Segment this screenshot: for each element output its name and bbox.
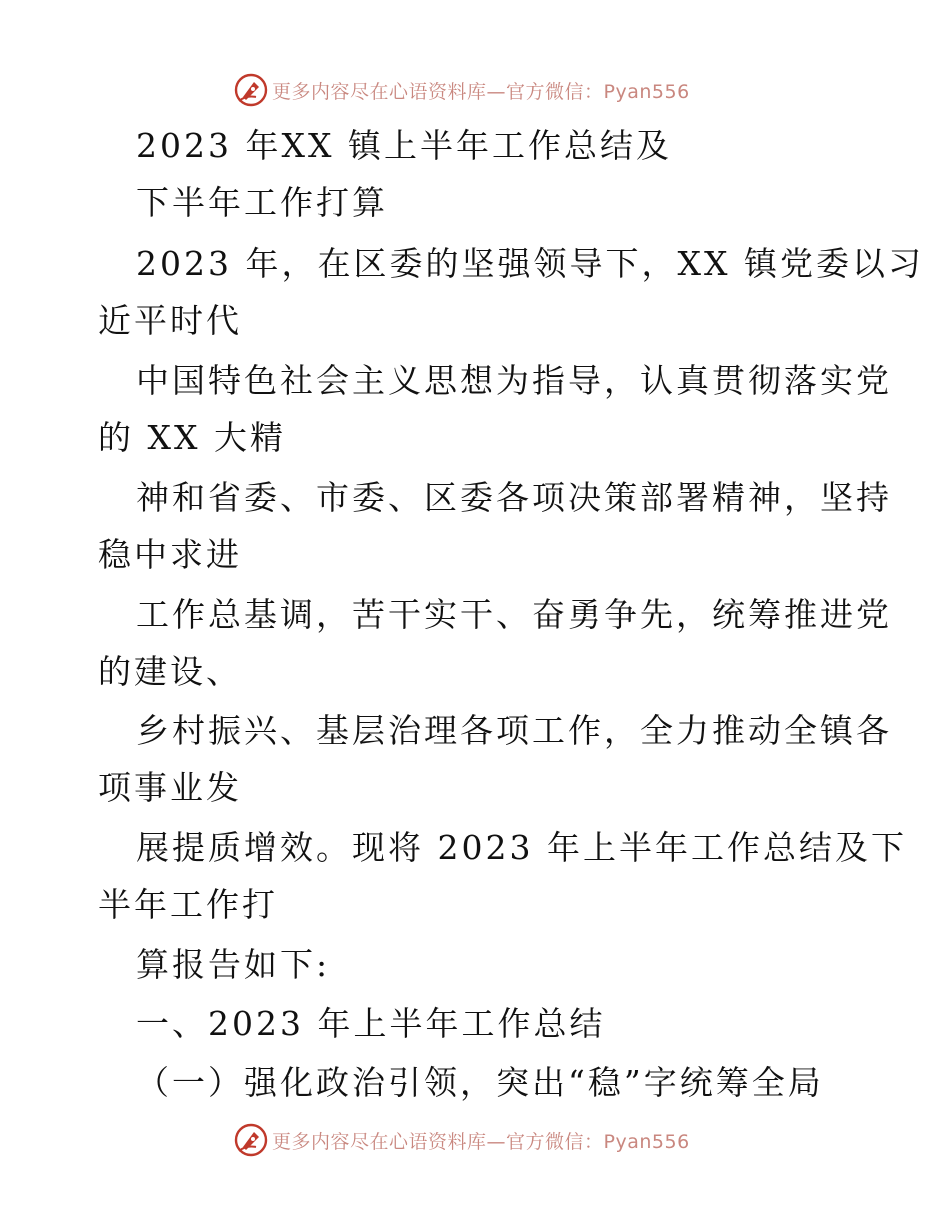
paragraph-line: 展提质增效。现将 2023 年上半年工作总结及下 (136, 828, 907, 867)
doc-title-line-1: 2023 年XX 镇上半年工作总结及 (136, 126, 672, 165)
footer-watermark (234, 1122, 690, 1158)
pen-nib-logo-icon (234, 1123, 268, 1157)
subsection-heading: （一）强化政治引领，突出“稳”字统筹全局 (136, 1063, 824, 1102)
paragraph-line: 中国特色社会主义思想为指导，认真贯彻落实党 (136, 361, 892, 400)
paragraph-line: 算报告如下: (136, 945, 331, 984)
paragraph-line: 的 XX 大精 (98, 418, 286, 457)
paragraph-line: 神和省委、市委、区委各项决策部署精神，坚持 (136, 478, 892, 517)
watermark-text: 更多内容尽在心语资料库—官方微信：Pyan556 (272, 1130, 690, 1153)
pen-nib-logo-icon (234, 73, 268, 107)
paragraph-line: 的建设、 (98, 652, 242, 691)
paragraph-line: 项事业发 (98, 768, 242, 807)
paragraph-line: 2023 年，在区委的坚强领导下，XX 镇党委以习 (136, 244, 924, 283)
paragraph-line: 近平时代 (98, 301, 242, 340)
paragraph-line: 工作总基调，苦干实干、奋勇争先，统筹推进党 (136, 595, 892, 634)
watermark-text: 更多内容尽在心语资料库—官方微信：Pyan556 (272, 80, 690, 103)
paragraph-line: 乡村振兴、基层治理各项工作，全力推动全镇各 (136, 711, 892, 750)
section-heading: 一、2023 年上半年工作总结 (136, 1004, 606, 1043)
paragraph-line: 半年工作打 (98, 885, 278, 924)
doc-title-line-2: 下半年工作打算 (136, 183, 388, 222)
paragraph-line: 稳中求进 (98, 535, 242, 574)
header-watermark (234, 72, 690, 108)
